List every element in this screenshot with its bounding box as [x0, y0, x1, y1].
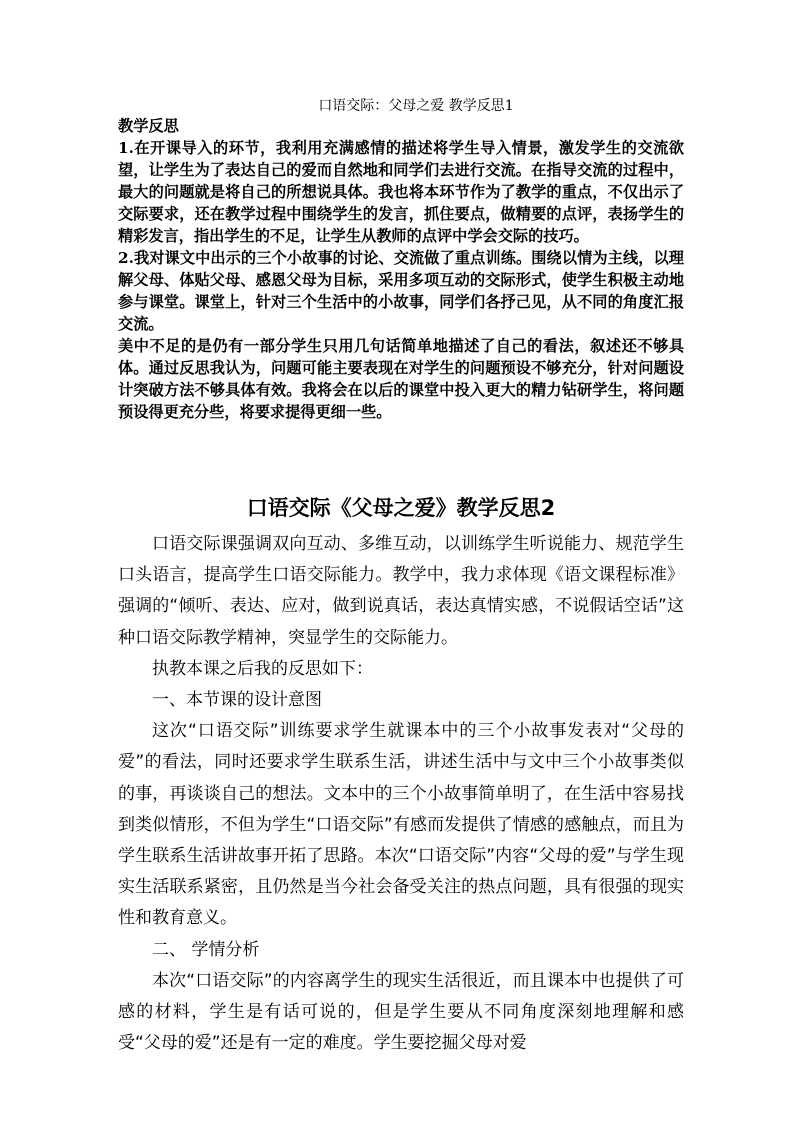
section-1-label: 教学反思: [118, 117, 179, 135]
section-2-paragraph: 口语交际课强调双向互动、多维互动，以训练学生听说能力、规范学生口头语言，提高学生口语交际能力。教学中，我力求体现《语文课程标准》强调的“倾听、表达、应对，做到说真话，表达真情实感，不说假话空话”这种口语交际教学精神，突显学生的交际能力。: [118, 534, 684, 648]
reflection-section-1: [118, 97, 684, 423]
section-2-paragraph: 执教本课之后我的反思如下：: [152, 658, 373, 679]
section-2-title: 口语交际《父母之爱》教学反思2: [246, 496, 556, 520]
section-1-paragraph: 1.在开课导入的环节，我利用充满感情的描述将学生导入情景，激发学生的交流欲望，让学生为了表达自己的爱而自然地和同学们去进行交流。在指导交流的过程中，最大的问题就是将自己的所想说具体。我也将本环节作为了教学的重点，不仅出示了交际要求，还在教学过程中围绕学生的发言，抓住要点，做精要的点评，表扬学生的精彩发言，指出学生的不足，让学生从教师的点评中学会交际的技巧。: [118, 139, 684, 245]
section-1-title: 口语交际：父母之爱 教学反思1: [318, 98, 514, 114]
section-2-heading: 一、本节课的设计意图: [152, 690, 322, 711]
reflection-section-2: [118, 495, 684, 1059]
section-1-paragraph: 2.我对课文中出示的三个小故事的讨论、交流做了重点训练。围绕以情为主线，以理解父母、体贴父母、感恩父母为目标，采用多项互动的交际形式，使学生积极主动地参与课堂。课堂上，针对三个生活中的小故事，同学们各抒己见，从不同的角度汇报交流。: [118, 249, 684, 333]
section-2-paragraph: 本次“口语交际”的内容离学生的现实生活很近，而且课本中也提供了可感的材料，学生是有话可说的，但是学生要从不同角度深刻地理解和感受“父母的爱”还是有一定的难度。学生要挖掘父母对爱: [118, 970, 684, 1054]
section-1-paragraph: 美中不足的是仍有一部分学生只用几句话简单地描述了自己的看法，叙述还不够具体。通过反思我认为，问题可能主要表现在对学生的问题预设不够充分，针对问题设计突破方法不够具体有效。我将会在以后的课堂中投入更大的精力钻研学生，将问题预设得更充分些，将要求提得更细一些。: [118, 337, 684, 421]
section-2-paragraph: 这次“口语交际”训练要求学生就课本中的三个小故事发表对“父母的爱”的看法，同时还要求学生联系生活，讲述生活中与文中三个小故事类似的事，再谈谈自己的想法。文本中的三个小故事简单明了，在生活中容易找到类似情形，不但为学生“口语交际”有感而发提供了情感的感触点，而且为学生联系生活讲故事开拓了思路。本次“口语交际”内容“父母的爱”与学生现实生活联系紧密，且仍然是当今社会备受关注的热点问题，具有很强的现实性和教育意义。: [118, 721, 684, 929]
section-2-heading: 二、 学情分析: [152, 939, 260, 960]
